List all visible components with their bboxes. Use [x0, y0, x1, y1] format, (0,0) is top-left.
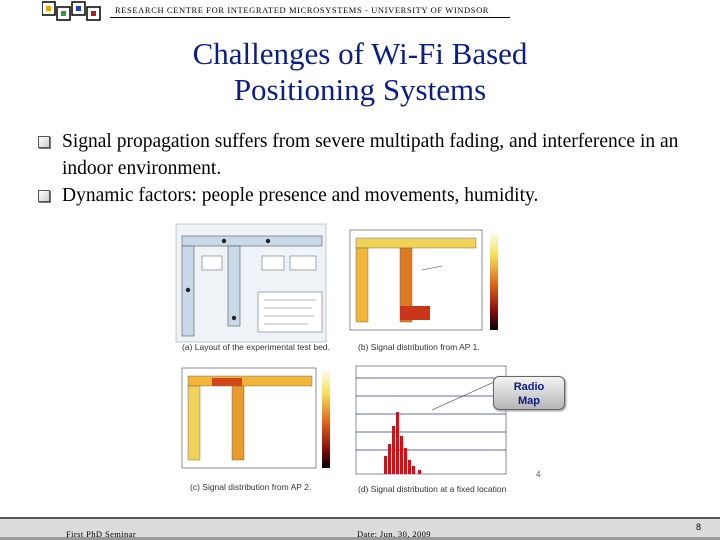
callout-line-2: Map	[518, 395, 540, 407]
heatmap-ap2-panel	[182, 368, 330, 468]
bullet-text: Dynamic factors: people presence and movements, humidity.	[62, 185, 539, 206]
caption-b: (b) Signal distribution from AP 1.	[358, 342, 480, 352]
bullet-list	[38, 128, 708, 209]
bullet-box-icon	[38, 136, 50, 148]
footer-date: Date: Jun. 30, 2009	[357, 529, 431, 539]
caption-d: (d) Signal distribution at a fixed location	[358, 484, 507, 494]
callout-line-1: Radio	[513, 381, 545, 393]
title-line-2: Positioning Systems	[233, 72, 487, 107]
heatmap-ap1-panel	[350, 230, 498, 330]
caption-a: (a) Layout of the experimental test bed.	[182, 342, 330, 352]
page-number: 8	[696, 522, 702, 532]
radio-map-callout	[493, 376, 565, 410]
caption-c: (c) Signal distribution from AP 2.	[190, 482, 312, 492]
university-logo-icon	[42, 1, 102, 21]
title-line-1: Challenges of Wi-Fi Based	[192, 36, 528, 71]
histogram-panel	[356, 366, 506, 474]
slide-title	[0, 36, 720, 108]
bullet-item	[38, 128, 708, 182]
figure-side-number: 4	[536, 470, 541, 479]
bullet-box-icon	[38, 190, 50, 202]
header-bar	[0, 0, 720, 22]
bullet-text: Signal propagation suffers from severe multipath fading, and interference in an indoor environment.	[62, 131, 679, 179]
footer-seminar: First PhD Seminar	[66, 529, 137, 539]
bullet-item	[38, 182, 708, 209]
header-text: RESEARCH CENTRE FOR INTEGRATED MICROSYSTEMS - UNIVERSITY OF WINDSOR	[115, 5, 490, 15]
floor-plan-panel	[176, 224, 326, 342]
header-rule	[110, 17, 510, 18]
experiment-figure	[172, 220, 552, 502]
